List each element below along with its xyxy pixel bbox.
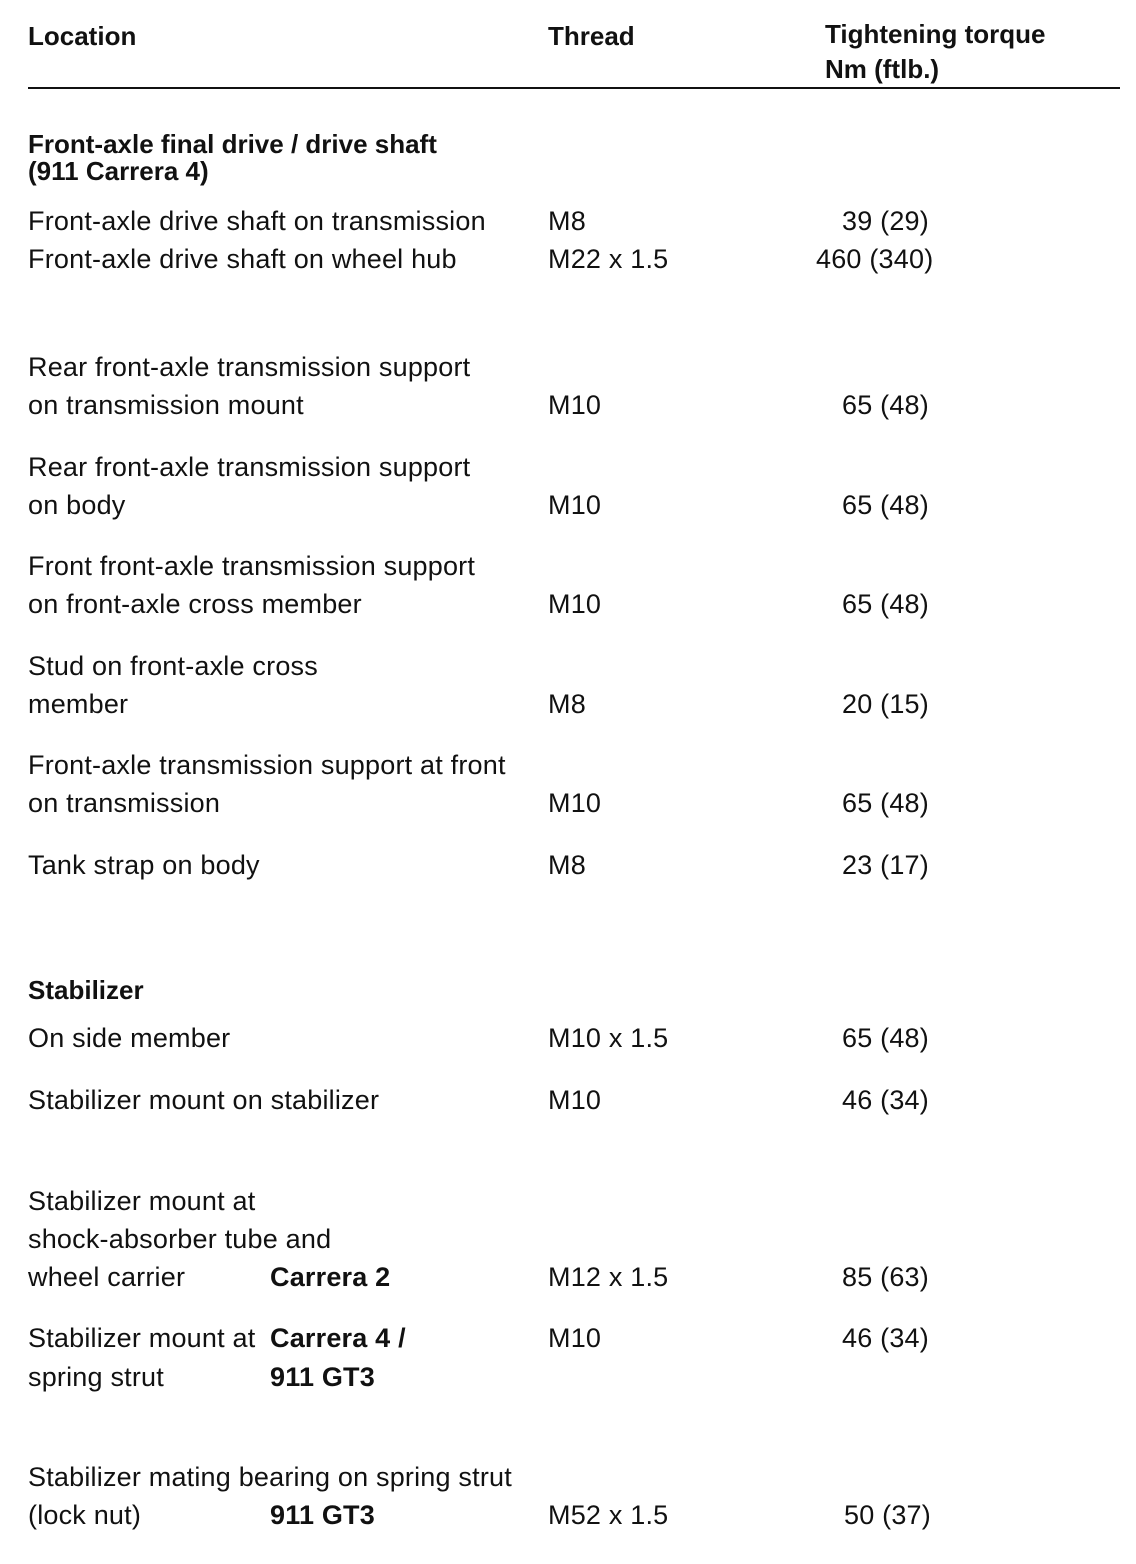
row-location: Rear front-axle transmission support	[28, 352, 471, 382]
row-location: Front-axle drive shaft on transmission	[28, 206, 486, 236]
row-torque: 65 (48)	[842, 490, 929, 520]
row-torque: 20 (15)	[842, 689, 929, 719]
row-location: Stabilizer mount at	[28, 1323, 256, 1353]
row-thread: M8	[548, 850, 586, 880]
row-torque: 46 (34)	[842, 1323, 929, 1353]
header-thread: Thread	[548, 21, 635, 51]
row-torque: 65 (48)	[842, 788, 929, 818]
row-model: Carrera 4 /	[270, 1323, 406, 1353]
row-model: Carrera 2	[270, 1262, 391, 1292]
header-divider	[28, 87, 1120, 89]
row-torque: 46 (34)	[842, 1085, 929, 1115]
row-torque: 23 (17)	[842, 850, 929, 880]
row-thread: M10	[548, 1323, 602, 1353]
row-location: member	[28, 689, 129, 719]
row-thread: M8	[548, 689, 586, 719]
row-torque: 65 (48)	[842, 390, 929, 420]
row-thread: M52 x 1.5	[548, 1500, 669, 1530]
header-torque-line2: Nm (ftlb.)	[825, 54, 940, 84]
row-location: Stabilizer mount at	[28, 1186, 256, 1216]
row-thread: M10	[548, 788, 602, 818]
row-location: Tank strap on body	[28, 850, 260, 880]
row-thread: M22 x 1.5	[548, 244, 669, 274]
row-location: spring strut	[28, 1362, 164, 1392]
row-location: wheel carrier	[28, 1262, 186, 1292]
row-location: on body	[28, 490, 126, 520]
header-torque-line1: Tightening torque	[825, 19, 1046, 49]
row-torque: 39 (29)	[842, 206, 929, 236]
row-torque: 85 (63)	[842, 1262, 929, 1292]
row-location: on transmission mount	[28, 390, 304, 420]
row-location: Front-axle drive shaft on wheel hub	[28, 244, 457, 274]
row-model: 911 GT3	[270, 1500, 375, 1530]
row-torque: 65 (48)	[842, 589, 929, 619]
row-location: Stabilizer mating bearing on spring strut	[28, 1462, 512, 1492]
row-location: Stabilizer mount on stabilizer	[28, 1085, 380, 1115]
row-location: Rear front-axle transmission support	[28, 452, 471, 482]
row-location: Stud on front-axle cross	[28, 651, 318, 681]
row-torque: 65 (48)	[842, 1023, 929, 1053]
row-thread: M10 x 1.5	[548, 1023, 669, 1053]
row-thread: M10	[548, 1085, 602, 1115]
row-location: on transmission	[28, 788, 221, 818]
row-location: Front-axle transmission support at front	[28, 750, 506, 780]
row-thread: M8	[548, 206, 586, 236]
row-location: shock-absorber tube and	[28, 1224, 332, 1254]
section-title-front-axle: Front-axle final drive / drive shaft	[28, 129, 437, 159]
row-location: on front-axle cross member	[28, 589, 362, 619]
row-model: 911 GT3	[270, 1362, 375, 1392]
row-torque: 50 (37)	[844, 1500, 931, 1530]
row-thread: M12 x 1.5	[548, 1262, 669, 1292]
row-location: (lock nut)	[28, 1500, 142, 1530]
row-location: On side member	[28, 1023, 231, 1053]
header-location: Location	[28, 21, 137, 51]
row-thread: M10	[548, 490, 602, 520]
row-thread: M10	[548, 589, 602, 619]
section-subtitle-front-axle: (911 Carrera 4)	[28, 156, 209, 186]
row-thread: M10	[548, 390, 602, 420]
row-location: Front front-axle transmission support	[28, 551, 476, 581]
section-title-stabilizer: Stabilizer	[28, 975, 144, 1005]
row-torque: 460 (340)	[816, 244, 934, 274]
